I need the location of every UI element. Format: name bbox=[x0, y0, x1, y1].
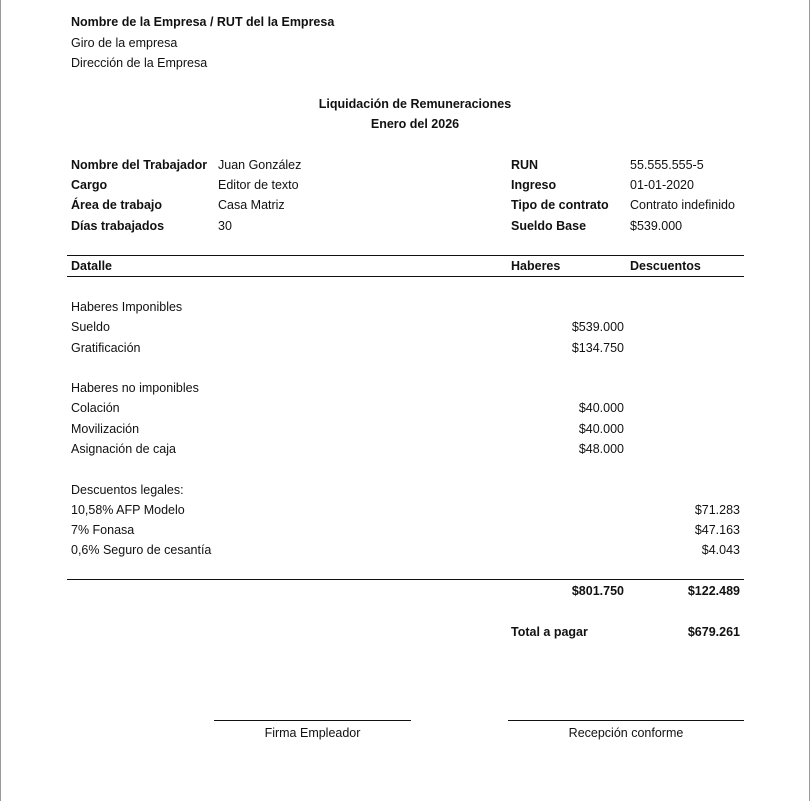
table-header-bottom-rule bbox=[67, 276, 744, 277]
receipt-signature-label: Recepción conforme bbox=[568, 726, 684, 740]
worker-area-value: Casa Matriz bbox=[218, 198, 285, 212]
total-earnings: $801.750 bbox=[571, 584, 624, 598]
table-row-earning: $40.000 bbox=[578, 401, 624, 415]
table-row-earning: $40.000 bbox=[578, 422, 624, 436]
worker-area-label: Área de trabajo bbox=[71, 198, 163, 212]
company-name: Nombre de la Empresa / RUT del la Empresa bbox=[71, 15, 335, 29]
worker-salary-label: Sueldo Base bbox=[511, 219, 587, 233]
table-row-label: 7% Fonasa bbox=[71, 523, 135, 537]
company-business: Giro de la empresa bbox=[71, 36, 178, 50]
worker-run-label: RUN bbox=[511, 158, 539, 172]
section-heading-taxable: Haberes Imponibles bbox=[71, 300, 183, 314]
table-row-earning: $48.000 bbox=[578, 442, 624, 456]
table-row-label: Movilización bbox=[71, 422, 140, 436]
worker-days-value: 30 bbox=[218, 219, 232, 233]
worker-contract-label: Tipo de contrato bbox=[511, 198, 609, 212]
table-row-earning: $539.000 bbox=[571, 320, 624, 334]
col-header-detail: Datalle bbox=[71, 259, 112, 273]
table-row-label: Asignación de caja bbox=[71, 442, 176, 456]
totals-rule bbox=[67, 579, 744, 580]
net-pay-label: Total a pagar bbox=[511, 625, 588, 639]
section-heading-deductions: Descuentos legales: bbox=[71, 483, 184, 497]
document-title: Liquidación de Remuneraciones bbox=[318, 97, 512, 111]
table-header-top-rule bbox=[67, 255, 744, 256]
receipt-signature-line bbox=[508, 720, 744, 721]
company-address: Dirección de la Empresa bbox=[71, 56, 208, 70]
net-pay-value: $679.261 bbox=[687, 625, 740, 639]
employer-signature-line bbox=[214, 720, 411, 721]
worker-name-value: Juan González bbox=[218, 158, 302, 172]
table-row-deduction: $4.043 bbox=[701, 543, 740, 557]
employer-signature-label: Firma Empleador bbox=[264, 726, 361, 740]
worker-name-label: Nombre del Trabajador bbox=[71, 158, 208, 172]
table-row-label: Colación bbox=[71, 401, 120, 415]
table-row-label: Gratificación bbox=[71, 341, 141, 355]
table-row-deduction: $47.163 bbox=[694, 523, 740, 537]
worker-start-value: 01-01-2020 bbox=[630, 178, 694, 192]
worker-run-value: 55.555.555-5 bbox=[630, 158, 704, 172]
worker-position-label: Cargo bbox=[71, 178, 108, 192]
table-row-label: Sueldo bbox=[71, 320, 110, 334]
table-row-deduction: $71.283 bbox=[694, 503, 740, 517]
section-heading-non-taxable: Haberes no imponibles bbox=[71, 381, 199, 395]
col-header-earnings: Haberes bbox=[511, 259, 561, 273]
worker-days-label: Días trabajados bbox=[71, 219, 165, 233]
table-row-label: 0,6% Seguro de cesantía bbox=[71, 543, 212, 557]
col-header-deductions: Descuentos bbox=[630, 259, 701, 273]
table-row-label: 10,58% AFP Modelo bbox=[71, 503, 185, 517]
worker-start-label: Ingreso bbox=[511, 178, 557, 192]
worker-contract-value: Contrato indefinido bbox=[630, 198, 735, 212]
document-period: Enero del 2026 bbox=[370, 117, 460, 131]
worker-salary-value: $539.000 bbox=[630, 219, 683, 233]
table-row-earning: $134.750 bbox=[571, 341, 624, 355]
worker-position-value: Editor de texto bbox=[218, 178, 299, 192]
total-deductions: $122.489 bbox=[687, 584, 740, 598]
